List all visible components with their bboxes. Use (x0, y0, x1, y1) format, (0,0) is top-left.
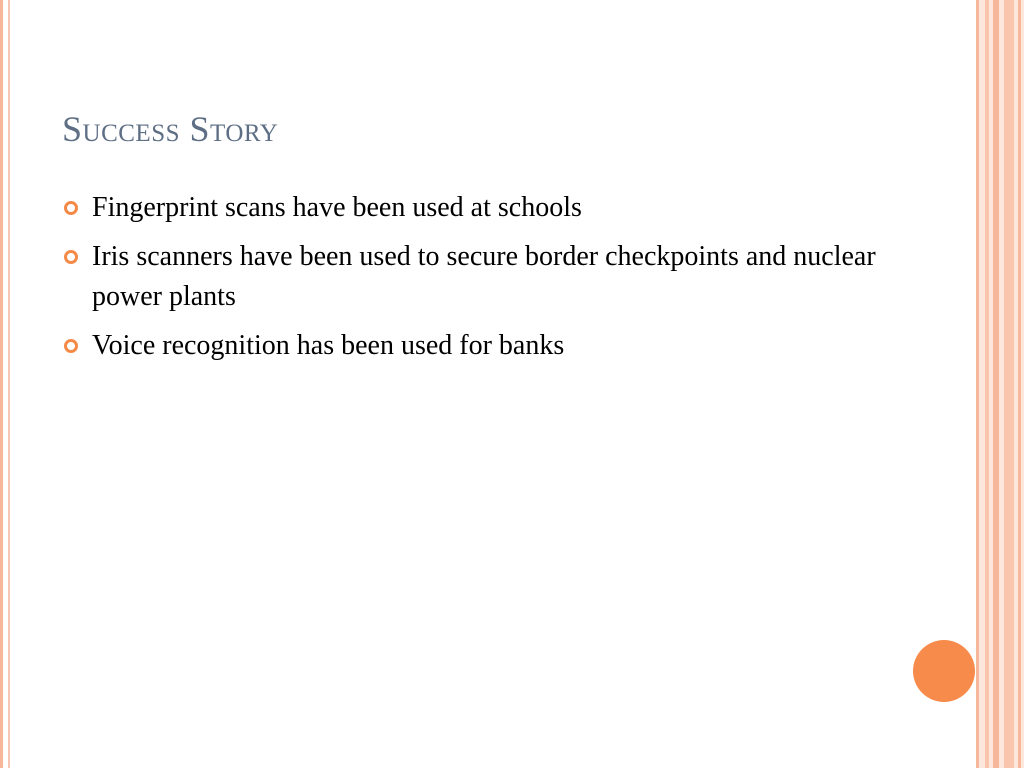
decorative-orange-circle (913, 640, 975, 702)
ring-bullet-icon (64, 339, 78, 353)
right-stripe (1018, 0, 1021, 768)
bullet-item (62, 326, 902, 366)
right-stripe (985, 0, 989, 768)
ring-bullet-icon (64, 250, 78, 264)
left-border-line (0, 0, 3, 768)
bullet-list (62, 188, 902, 375)
right-stripe (976, 0, 979, 768)
bullet-text: Iris scanners have been used to secure border checkpoints and nuclear power plants (92, 241, 876, 312)
bullet-item (62, 237, 902, 317)
left-border-line-inner (8, 0, 10, 768)
ring-bullet-icon (64, 201, 78, 215)
bullet-item (62, 188, 902, 228)
right-stripe (993, 0, 999, 768)
right-decorative-band (976, 0, 1024, 768)
right-stripe (1004, 0, 1014, 768)
bullet-text: Voice recognition has been used for banks (92, 330, 565, 361)
bullet-text: Fingerprint scans have been used at schools (92, 192, 582, 223)
slide-title: Success Story (62, 109, 279, 149)
